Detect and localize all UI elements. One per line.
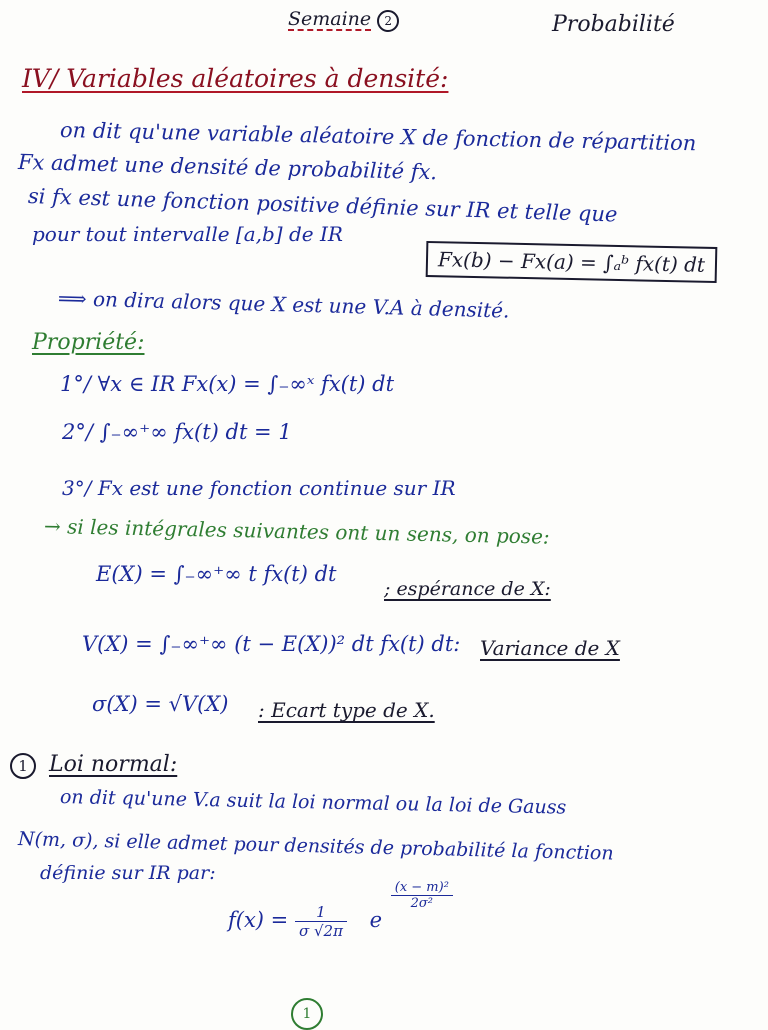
week-header: [288, 8, 405, 32]
formula-denominator: σ √2π: [298, 922, 343, 940]
definition-line-4: pour tout intervalle [a,b] de IR: [32, 222, 343, 246]
week-label: Semaine: [288, 8, 372, 30]
stddev-label: [258, 698, 435, 722]
properties-title: Propriété:: [32, 330, 145, 355]
normal-law-title: Loi normal:: [49, 752, 178, 777]
formula-fraction: [295, 903, 347, 940]
variance-label: [480, 636, 620, 660]
expectation-label-text: ; espérance de X:: [384, 578, 551, 600]
section-title: IV/ Variables aléatoires à densité:: [22, 64, 449, 93]
definition-line-2: Fx admet une densité de probabilité fx.: [17, 150, 438, 185]
normal-density-formula: [228, 880, 453, 940]
exponent-denominator: 2σ²: [410, 896, 434, 911]
formula-numerator: 1: [295, 903, 347, 922]
variance-label-text: Variance de X: [480, 636, 620, 660]
week-number-badge: 2: [377, 10, 399, 32]
formula-exponent: [391, 880, 453, 911]
formula-lhs: f(x) =: [228, 908, 289, 932]
page-number: 1: [291, 998, 323, 1030]
stddev-label-text: : Ecart type de X.: [258, 698, 435, 722]
definition-line-3: si fx est une fonction positive définie sur IR et telle que: [27, 184, 618, 227]
properties-note: → si les intégrales suivantes ont un sens, on pose:: [43, 514, 550, 549]
normal-law-line-3: définie sur IR par:: [40, 862, 216, 884]
expectation-formula: E(X) = ∫₋∞⁺∞ t fx(t) dt: [96, 562, 337, 586]
property-1: 1°/ ∀x ∈ IR Fx(x) = ∫₋∞ˣ fx(t) dt: [60, 372, 395, 396]
stddev-formula: σ(X) = √V(X): [92, 692, 229, 716]
property-2: 2°/ ∫₋∞⁺∞ fx(t) dt = 1: [62, 420, 292, 444]
expectation-label: [384, 578, 551, 600]
property-3: 3°/ Fx est une fonction continue sur IR: [62, 476, 456, 500]
variance-formula: V(X) = ∫₋∞⁺∞ (t − E(X))² dt fx(t) dt:: [82, 632, 461, 656]
definition-line-1: on dit qu'une variable aléatoire X de fonction de répartition: [59, 118, 697, 156]
subject-title: Probabilité: [552, 12, 675, 37]
normal-law-number: 1: [10, 753, 36, 779]
formula-exp-base: e: [369, 908, 383, 932]
definition-conclusion: ⟹ on dira alors que X est une V.A à densité.: [57, 286, 510, 323]
boxed-formula: Fx(b) − Fx(a) = ∫ₐᵇ fx(t) dt: [426, 241, 718, 283]
normal-law-line-1: on dit qu'une V.a suit la loi normal ou la loi de Gauss: [59, 786, 567, 819]
normal-law-line-2: N(m, σ), si elle admet pour densités de probabilité la fonction: [17, 828, 614, 865]
exponent-numerator: (x − m)²: [391, 880, 453, 896]
normal-law-heading: [10, 752, 177, 779]
